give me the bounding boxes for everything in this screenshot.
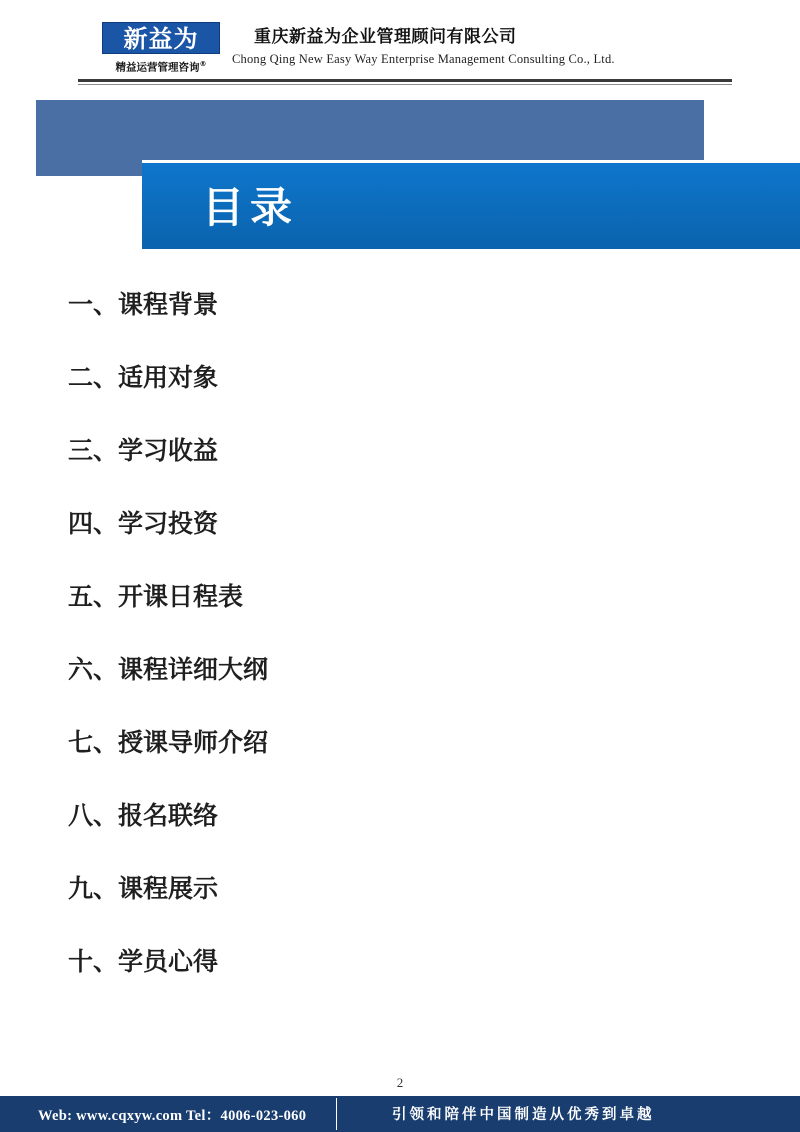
footer-slogan: 引领和陪伴中国制造从优秀到卓越 — [392, 1107, 655, 1123]
logo-subtitle-text: 精益运营管理咨询 — [115, 61, 200, 74]
toc-item-8[interactable] — [0, 779, 800, 852]
title-band — [142, 160, 800, 249]
slide-header — [0, 18, 800, 84]
toc-item-number: 一、 — [68, 290, 119, 319]
toc-item-10[interactable] — [0, 925, 800, 998]
toc-item-7[interactable] — [0, 706, 800, 779]
toc-item-label: 课程背景 — [118, 290, 219, 319]
toc-item-4[interactable] — [0, 487, 800, 560]
table-of-contents — [0, 268, 800, 998]
toc-item-label: 开课日程表 — [118, 582, 244, 611]
logo-subtitle — [102, 56, 220, 72]
toc-item-label: 学习收益 — [118, 436, 219, 465]
logo-wordmark: 新益为 — [102, 22, 220, 54]
toc-item-label: 学习投资 — [118, 509, 219, 538]
toc-item-label: 课程详细大纲 — [118, 655, 269, 684]
footer-contact[interactable]: Web: www.cqxyw.com Tel：4006-023-060 — [38, 1108, 307, 1124]
company-logo — [102, 22, 226, 76]
page-number: 2 — [396, 1075, 404, 1090]
toc-item-label: 学员心得 — [118, 947, 219, 976]
toc-item-number: 九、 — [68, 874, 119, 903]
toc-item-label: 报名联络 — [118, 801, 219, 830]
toc-item-number: 二、 — [68, 363, 119, 392]
toc-item-number: 十、 — [68, 947, 119, 976]
toc-item-6[interactable] — [0, 633, 800, 706]
toc-item-number: 七、 — [68, 728, 119, 757]
toc-item-number: 三、 — [68, 436, 119, 465]
toc-item-2[interactable] — [0, 341, 800, 414]
toc-item-number: 四、 — [68, 509, 119, 538]
toc-item-9[interactable] — [0, 852, 800, 925]
toc-item-label: 授课导师介绍 — [118, 728, 269, 757]
header-divider — [78, 79, 732, 82]
page-title: 目录 — [202, 183, 299, 232]
toc-item-5[interactable] — [0, 560, 800, 633]
footer-left-block — [0, 1096, 36, 1132]
registered-mark-icon: ® — [199, 60, 207, 68]
footer-divider — [336, 1098, 337, 1130]
company-name-en: Chong Qing New Easy Way Enterprise Management Consulting Co., Ltd. — [232, 52, 615, 66]
toc-item-1[interactable] — [0, 268, 800, 341]
toc-item-number: 八、 — [68, 801, 119, 830]
toc-item-number: 五、 — [68, 582, 119, 611]
toc-item-3[interactable] — [0, 414, 800, 487]
company-name-cn: 重庆新益为企业管理顾问有限公司 — [254, 27, 517, 47]
header-divider-thin — [78, 84, 732, 85]
toc-item-number: 六、 — [68, 655, 119, 684]
toc-item-label: 课程展示 — [118, 874, 219, 903]
toc-item-label: 适用对象 — [118, 363, 219, 392]
